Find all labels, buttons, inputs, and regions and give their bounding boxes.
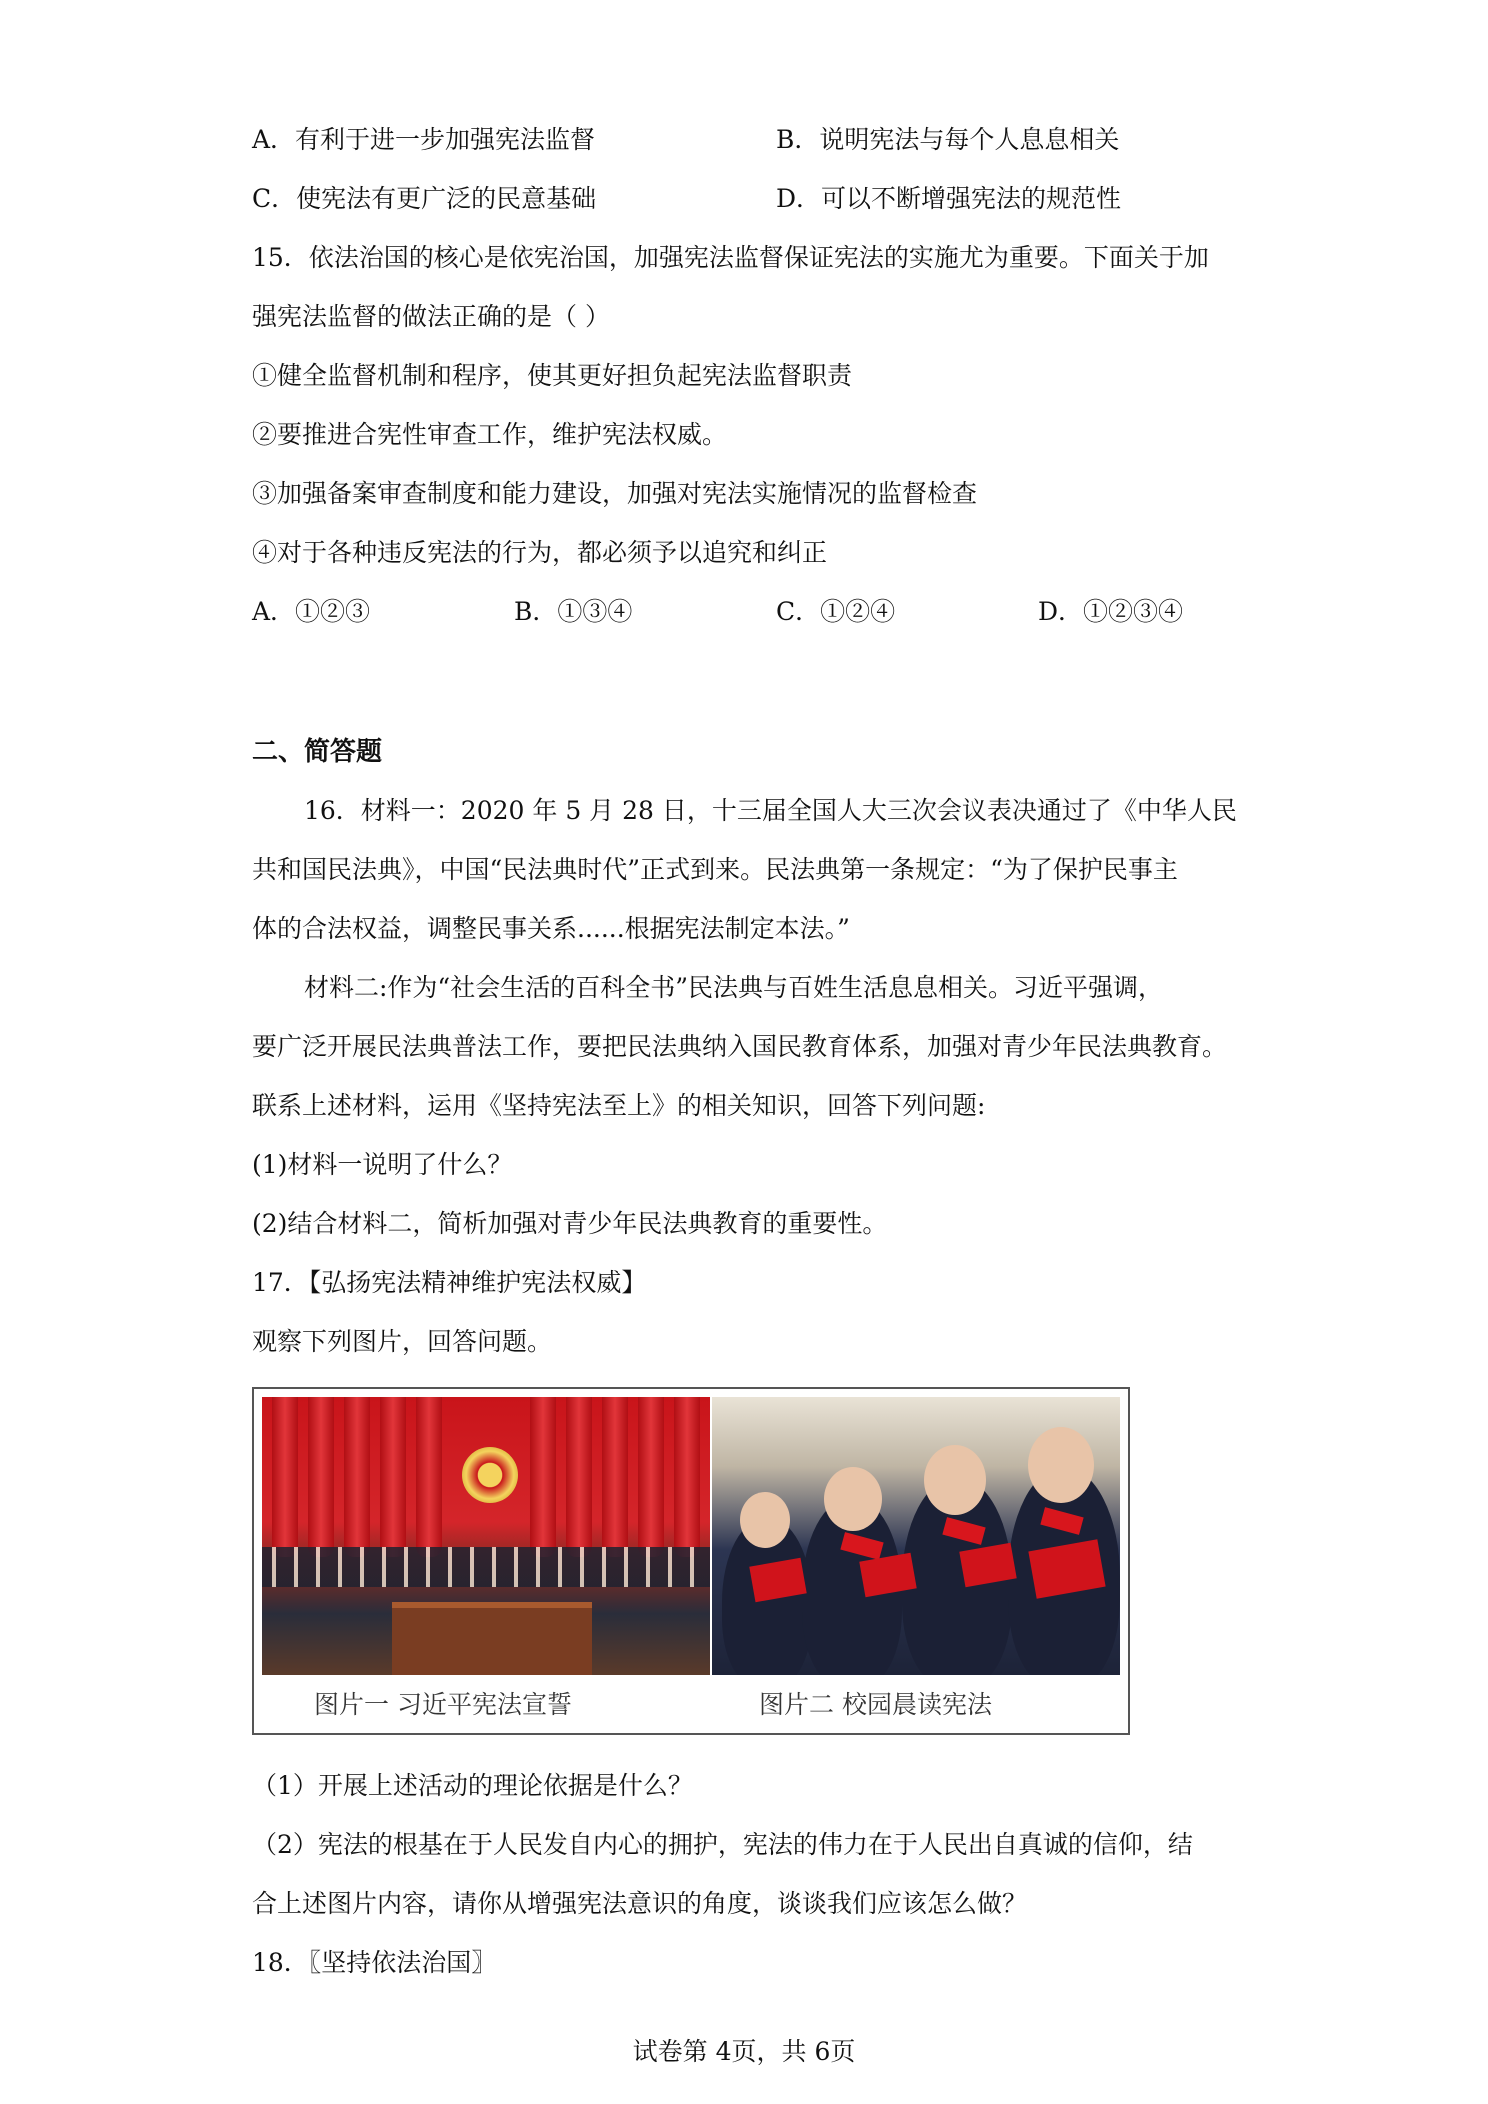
- q15-option-c: C．①②④: [776, 597, 896, 626]
- q15-item-3: ③加强备案审查制度和能力建设，加强对宪法实施情况的监督检查: [252, 479, 978, 508]
- q15-stem-line1: 15．依法治国的核心是依宪治国，加强宪法监督保证宪法的实施尤为重要。下面关于加: [252, 243, 1209, 272]
- q16-sub-1: (1)材料一说明了什么？: [252, 1150, 513, 1179]
- q16-line-5: 要广泛开展民法典普法工作，要把民法典纳入国民教育体系，加强对青少年民法典教育。: [252, 1032, 1228, 1061]
- q16-line-6: 联系上述材料，运用《坚持宪法至上》的相关知识，回答下列问题:: [252, 1091, 986, 1120]
- q17-sub-1: （1）开展上述活动的理论依据是什么？: [252, 1771, 693, 1800]
- q15-item-4: ④对于各种违反宪法的行为，都必须予以追究和纠正: [252, 538, 828, 567]
- q14-option-c: C．使宪法有更广泛的民意基础: [252, 184, 597, 213]
- q15-option-a: A．①②③: [252, 597, 371, 626]
- q15-stem-line2: 强宪法监督的做法正确的是（ ）: [252, 302, 610, 331]
- q16-line-4: 材料二:作为“社会生活的百科全书”民法典与百姓生活息息相关。习近平强调，: [304, 973, 1163, 1002]
- q18-title: 18．〖坚持依法治国〗: [252, 1948, 497, 1977]
- q15-option-b: B．①③④: [514, 597, 633, 626]
- photo-caption-1: 图片一 习近平宪法宣誓: [314, 1690, 572, 1719]
- q16-sub-2: (2)结合材料二，简析加强对青少年民法典教育的重要性。: [252, 1209, 888, 1238]
- section-heading: 二、简答题: [252, 737, 383, 767]
- q17-sub-2-line2: 合上述图片内容，请你从增强宪法意识的角度，谈谈我们应该怎么做？: [252, 1889, 1028, 1918]
- podium: [392, 1602, 592, 1675]
- q17-figure: [252, 1387, 1130, 1735]
- page-footer: 试卷第 4页，共 6页: [632, 2037, 856, 2066]
- q14-option-d: D．可以不断增强宪法的规范性: [776, 184, 1122, 213]
- photo-constitution-oath: [262, 1397, 710, 1675]
- photo-morning-reading: [712, 1397, 1120, 1675]
- q16-line-2: 共和国民法典》，中国“民法典时代”正式到来。民法典第一条规定：“为了保护民事主: [252, 855, 1178, 884]
- photo-caption-2: 图片二 校园晨读宪法: [759, 1690, 992, 1719]
- q14-option-a: A．有利于进一步加强宪法监督: [252, 125, 596, 154]
- q16-line-1: 16．材料一：2020 年 5 月 28 日，十三届全国人大三次会议表决通过了《中华人民: [304, 796, 1237, 825]
- q17-sub-2-line1: （2）宪法的根基在于人民发自内心的拥护，宪法的伟力在于人民出自真诚的信仰，结: [252, 1830, 1193, 1859]
- q15-item-1: ①健全监督机制和程序，使其更好担负起宪法监督职责: [252, 361, 853, 390]
- q15-item-2: ②要推进合宪性审查工作，维护宪法权威。: [252, 420, 728, 449]
- q17-prompt: 观察下列图片，回答问题。: [252, 1327, 553, 1356]
- q15-option-d: D．①②③④: [1038, 597, 1184, 626]
- q16-line-3: 体的合法权益，调整民事关系......根据宪法制定本法。”: [252, 914, 850, 943]
- q17-title: 17．【弘扬宪法精神维护宪法权威】: [252, 1268, 647, 1297]
- q14-option-b: B．说明宪法与每个人息息相关: [776, 125, 1120, 154]
- national-emblem-icon: [462, 1447, 518, 1503]
